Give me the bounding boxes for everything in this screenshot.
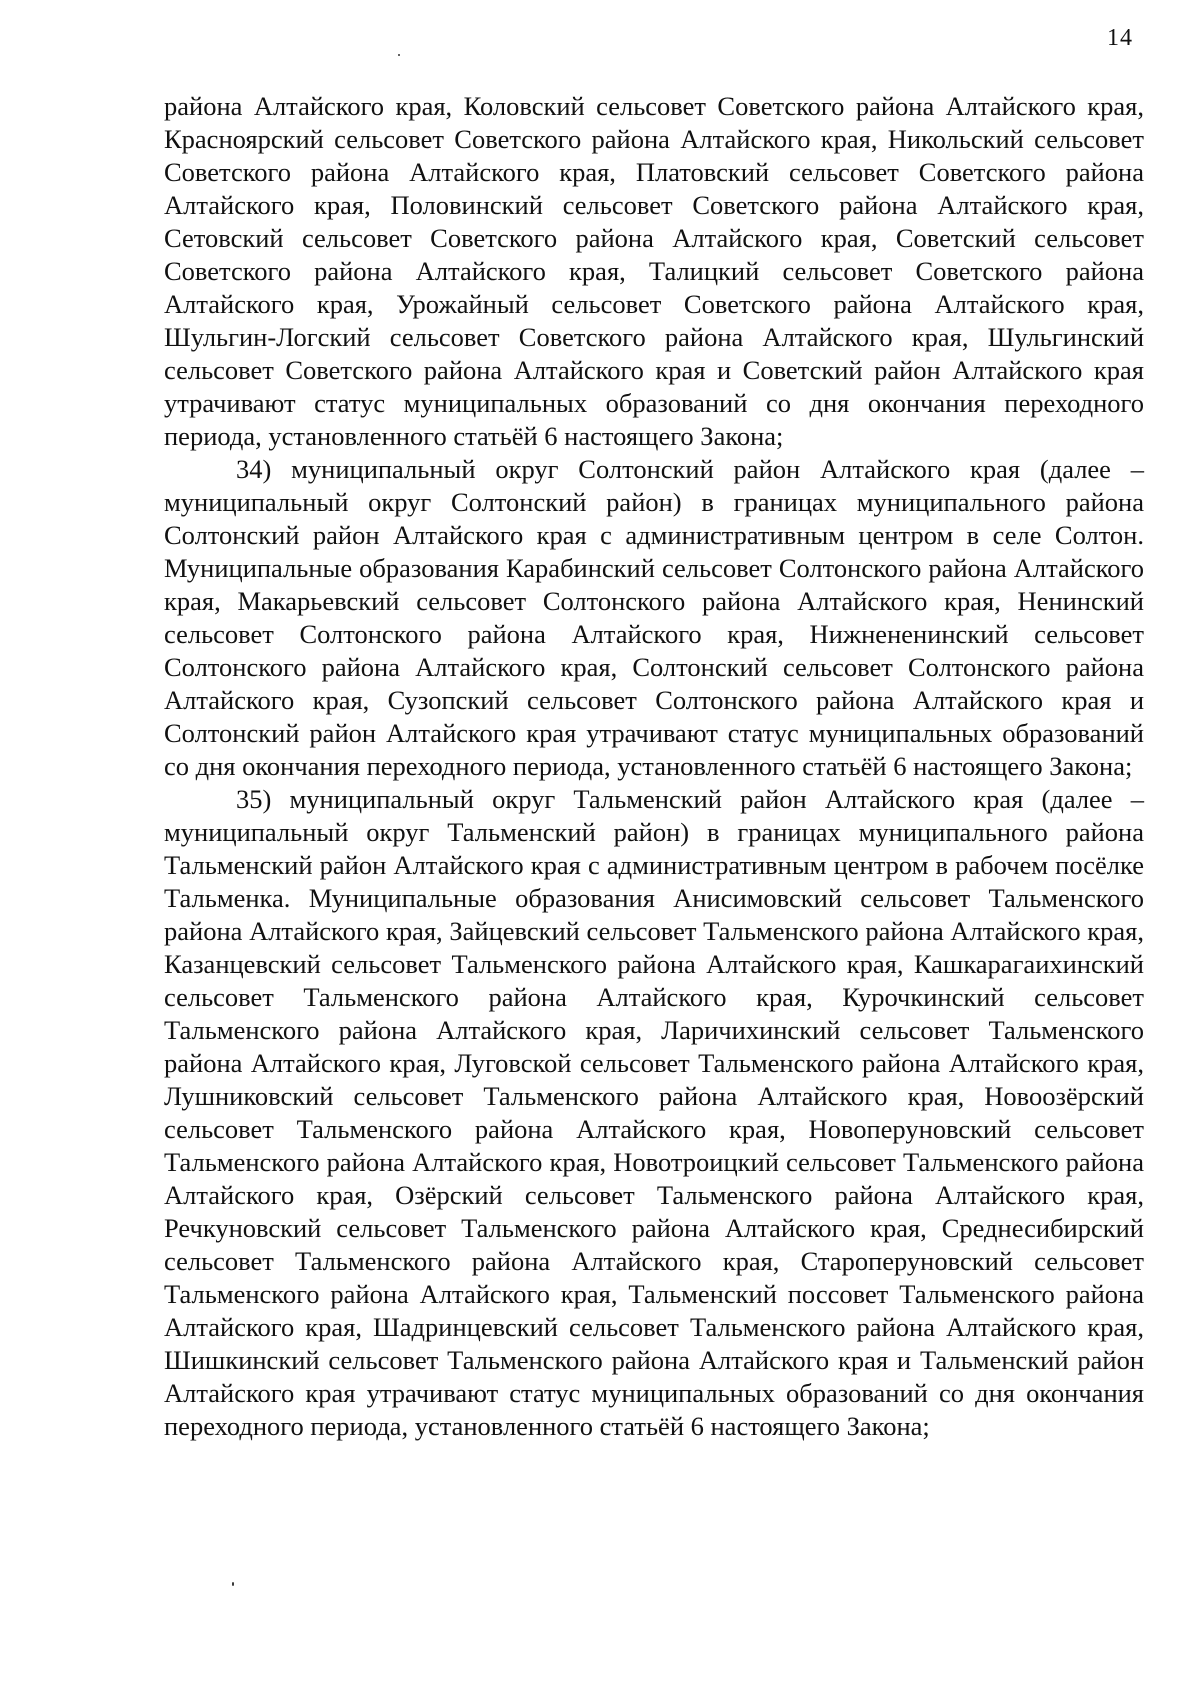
paragraph-item-35: 35) муниципальный округ Тальменский район Алтайского края (далее – муниципальный округ Тальменский район) в границах муниципального района Тальменский район Алтайского края с административным центром в рабочем посёлке Тальменка. Муниципальные образования Анисимовский сельсовет Тальменского района Алтайского края, Зайцевский сельсовет Тальменского района Алтайского края, Казанцевский сельсовет Тальменского района Алтайского края, Кашкарагаихинский сельсовет Тальменского района Алтайского края, Курочкинский сельсовет Тальменского района Алтайского края, Ларичихинский сельсовет Тальменского района Алтайского края, Луговской сельсовет Тальменского района Алтайского края, Лушниковский сельсовет Тальменского района Алтайского края, Новоозёрский сельсовет Тальменского района Алтайского края, Новоперуновский сельсовет Тальменского района Алтайского края, Новотроицкий сельсовет Тальменского района Алтайского края, Озёрский сельсовет Тальменского района Алтайского края, Речкуновский сельсовет Тальменского района Алтайского края, Среднесибирский сельсовет Тальменского района Алтайского края, Староперуновский сельсовет Тальменского района Алтайского края, Тальменский поссовет Тальменского района Алтайского края, Шадринцевский сельсовет Тальменского района Алтайского края, Шишкинский сельсовет Тальменского района Алтайского края и Тальменский район Алтайского края утрачивают статус муниципальных образований со дня окончания переходного периода, установленного статьёй 6 настоящего Закона; xyxy=(164,784,1144,1441)
scan-speck xyxy=(398,54,400,56)
document-body xyxy=(164,90,1144,1443)
paragraph-continuation: района Алтайского края, Коловский сельсовет Советского района Алтайского края, Красноярский сельсовет Советского района Алтайского края, Никольский сельсовет Советского района Алтайского края, Платовский сельсовет Советского района Алтайского края, Половинский сельсовет Советского района Алтайского края, Сетовский сельсовет Советского района Алтайского края, Советский сельсовет Советского района Алтайского края, Талицкий сельсовет Советского района Алтайского края, Урожайный сельсовет Советского района Алтайского края, Шульгин-Логский сельсовет Советского района Алтайского края, Шульгинский сельсовет Советского района Алтайского края и Советский район Алтайского края утрачивают статус муниципальных образований со дня окончания переходного периода, установленного статьёй 6 настоящего Закона; xyxy=(164,91,1144,451)
scan-speck xyxy=(232,1582,234,1586)
page-number: 14 xyxy=(1107,25,1133,51)
paragraph-item-34: 34) муниципальный округ Солтонский район Алтайского края (далее – муниципальный округ Солтонский район) в границах муниципального района Солтонский район Алтайского края с административным центром в селе Солтон. Муниципальные образования Карабинский сельсовет Солтонского района Алтайского края, Макарьевский сельсовет Солтонского района Алтайского края, Ненинский сельсовет Солтонского района Алтайского края, Нижнененинский сельсовет Солтонского района Алтайского края, Солтонский сельсовет Солтонского района Алтайского края, Сузопский сельсовет Солтонского района Алтайского края и Солтонский район Алтайского края утрачивают статус муниципальных образований со дня окончания переходного периода, установленного статьёй 6 настоящего Закона; xyxy=(164,454,1144,781)
